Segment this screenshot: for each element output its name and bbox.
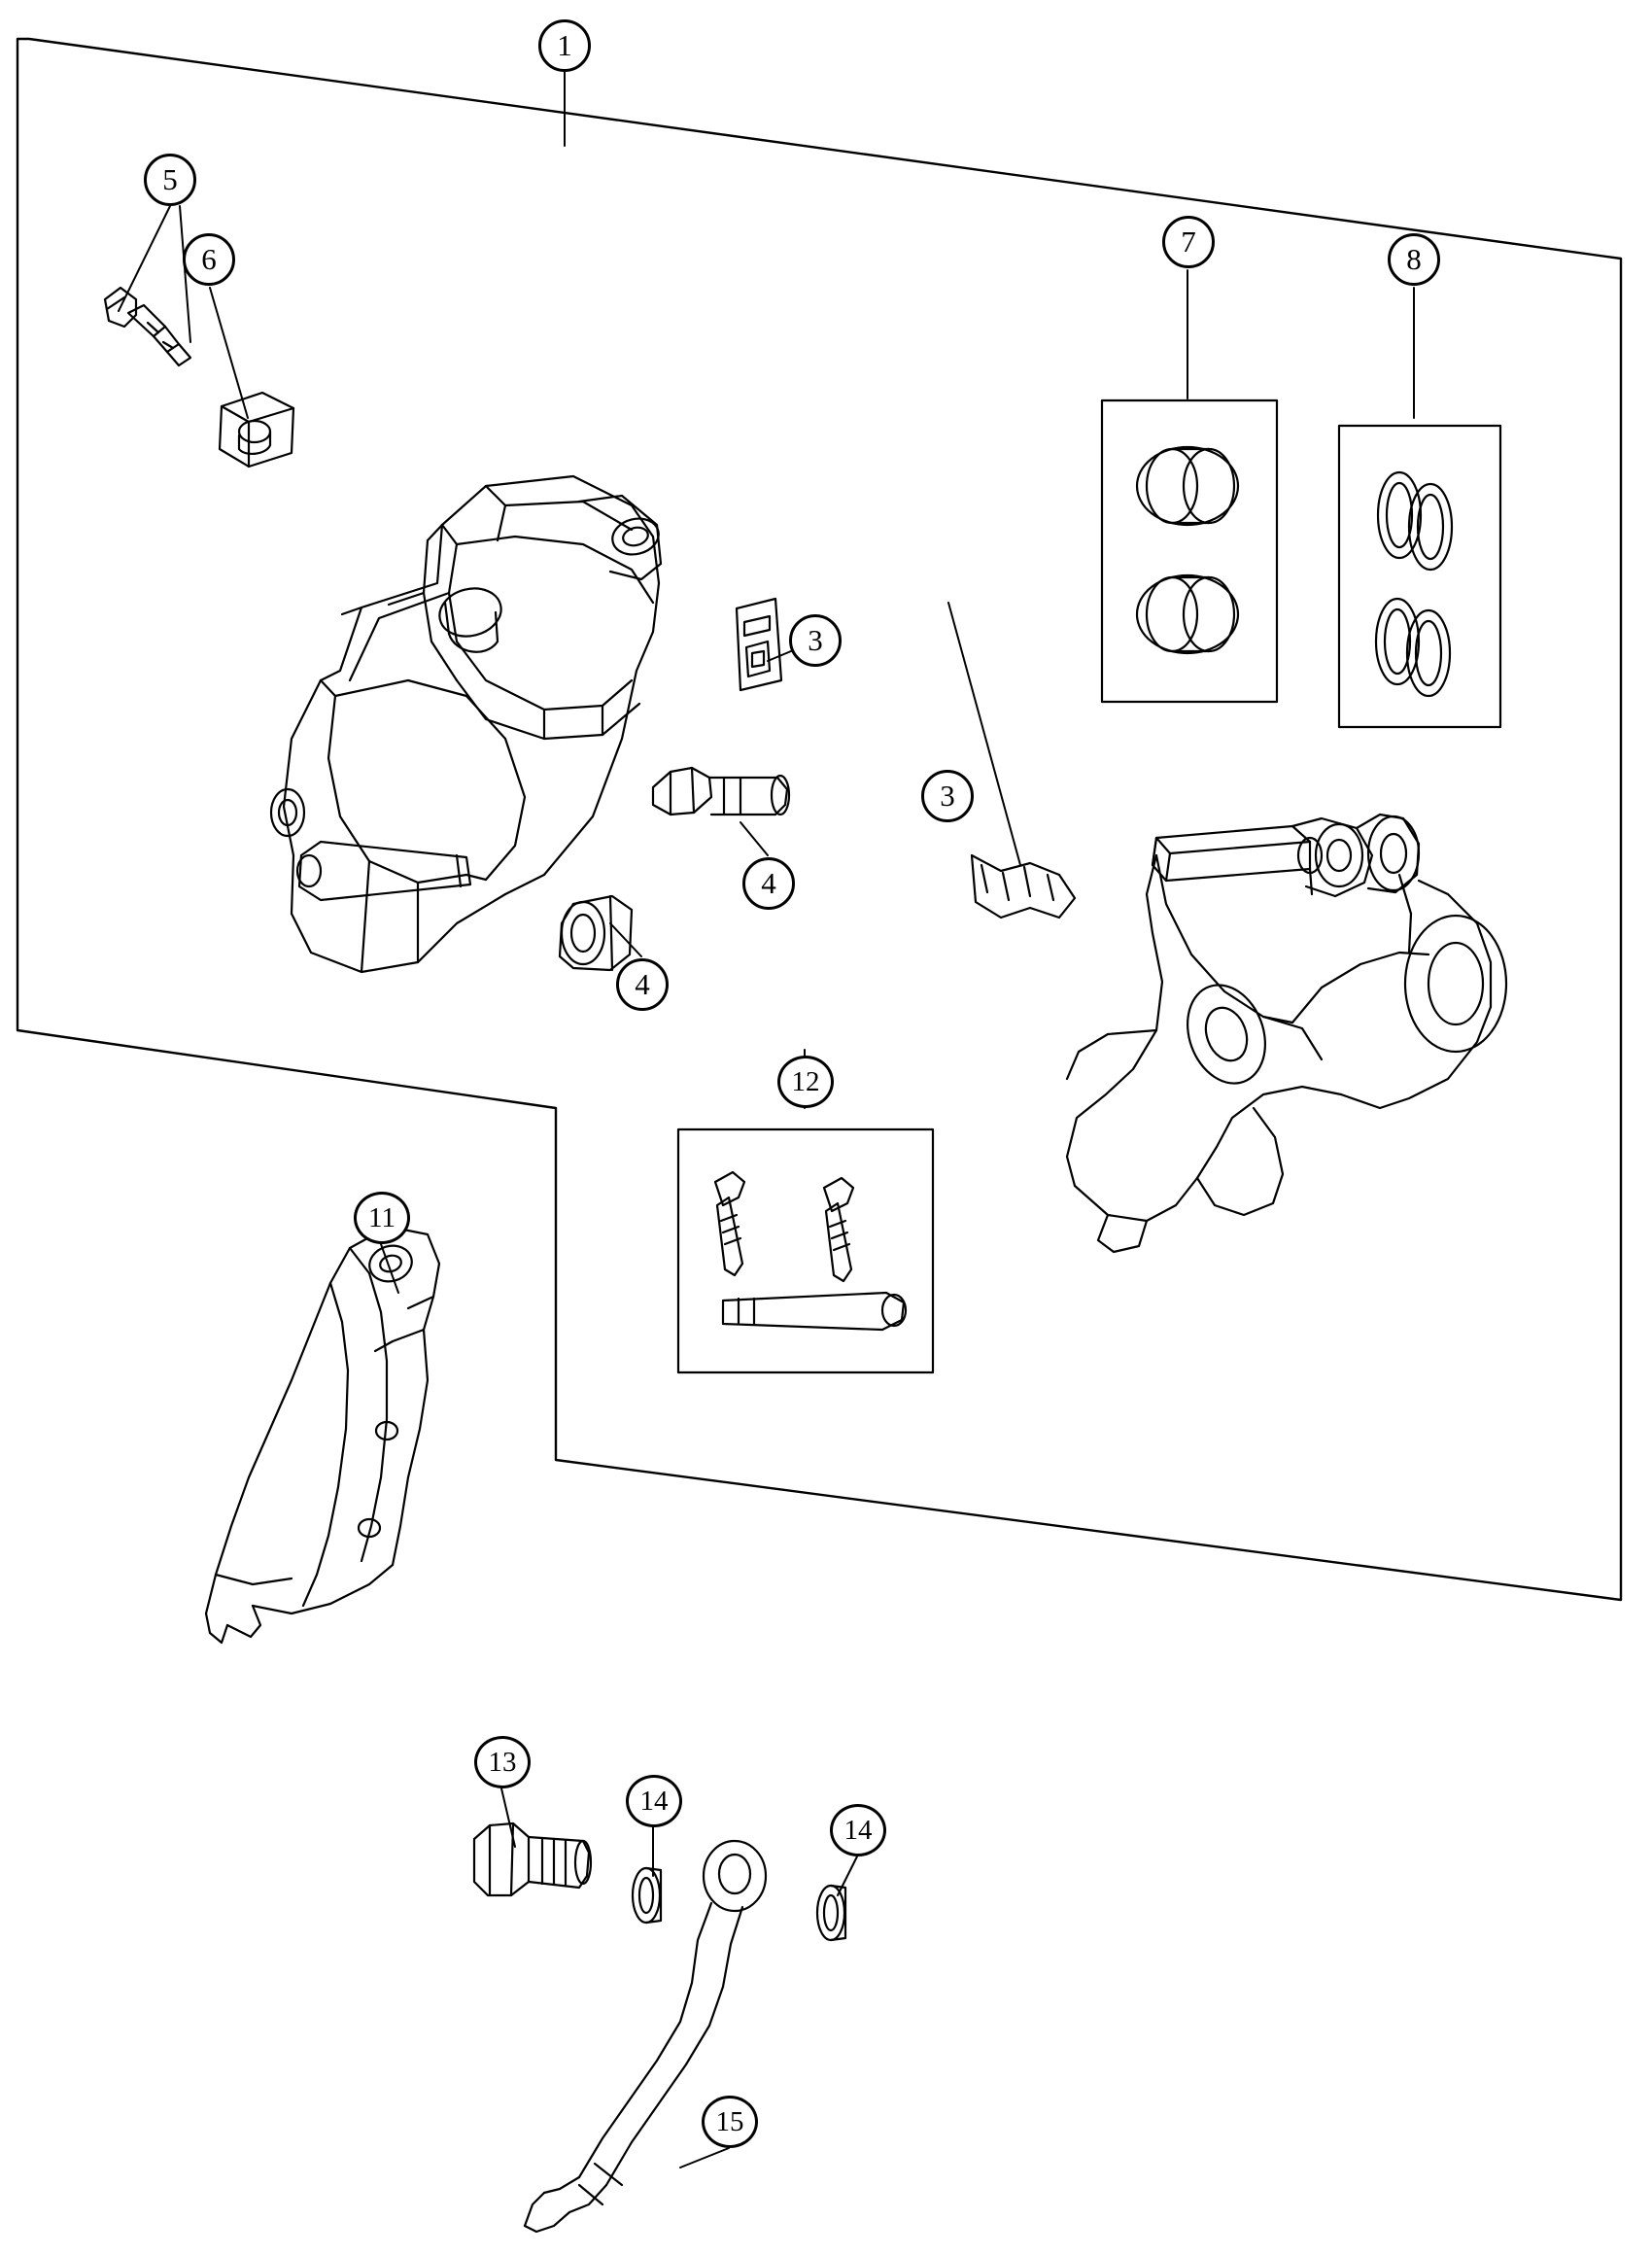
- part-retaining-clip-plate: [737, 599, 781, 690]
- part-bolt-4a: [653, 768, 789, 815]
- part-banjo-bolt: [474, 1823, 591, 1895]
- part-sealing-washer-a: [633, 1868, 661, 1923]
- callout-6[interactable]: 6: [183, 233, 235, 286]
- part-bleeder-cap-block: [220, 393, 293, 467]
- callout-3-lower[interactable]: 3: [921, 770, 974, 822]
- callout-13[interactable]: 13: [474, 1736, 531, 1788]
- callout-14-a[interactable]: 14: [626, 1775, 682, 1827]
- callout-3-upper[interactable]: 3: [789, 614, 842, 667]
- part-bushing-4b: [560, 896, 632, 970]
- part-brake-line: [525, 1841, 766, 2232]
- part-wave-clip: [972, 855, 1075, 918]
- callout-12[interactable]: 12: [777, 1056, 834, 1108]
- callout-7[interactable]: 7: [1162, 216, 1215, 268]
- part-sealing-washer-b: [817, 1886, 845, 1940]
- callout-1[interactable]: 1: [538, 19, 591, 72]
- callout-leader-lines: [119, 72, 1414, 2168]
- part-piston-set-box: [1102, 400, 1277, 702]
- part-pad-pin-kit-box: [678, 1129, 933, 1372]
- part-support-bracket: [206, 1227, 439, 1643]
- callout-8[interactable]: 8: [1388, 233, 1440, 286]
- callout-4-bushing[interactable]: 4: [616, 958, 669, 1011]
- callout-4-bolt[interactable]: 4: [742, 857, 795, 910]
- part-caliper-right-half: [1067, 815, 1506, 1252]
- callout-5[interactable]: 5: [144, 154, 196, 206]
- callout-11[interactable]: 11: [354, 1192, 410, 1244]
- callout-15[interactable]: 15: [702, 2096, 758, 2148]
- callout-14-b[interactable]: 14: [830, 1804, 886, 1856]
- part-bleeder-screw: [105, 288, 190, 365]
- part-seal-ring-set-box: [1339, 426, 1500, 727]
- assembly-boundary-outline: [17, 39, 1621, 1600]
